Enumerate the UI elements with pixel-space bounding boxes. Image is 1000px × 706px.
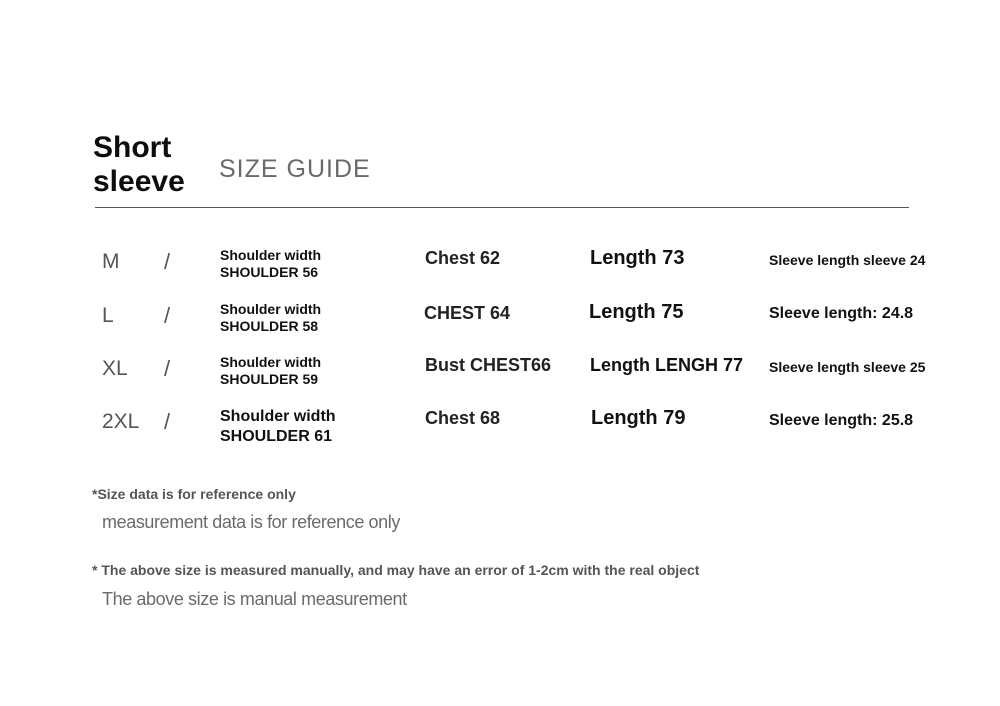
sleeve-measurement: Sleeve length sleeve 25 (769, 359, 926, 375)
sleeve-measurement: Sleeve length: 25.8 (769, 412, 914, 429)
measurement-note-heading: * The above size is measured manually, and may have an error of 1-2cm with the real object (92, 562, 700, 578)
shoulder-measurement (220, 301, 321, 335)
separator-slash: / (164, 249, 171, 274)
title-line-1: Short (93, 131, 172, 164)
shoulder-label: Shoulder width (220, 354, 322, 370)
chest-measurement: Chest 62 (425, 248, 501, 268)
shoulder-measurement (220, 247, 321, 281)
size-label: XL (102, 357, 128, 380)
separator-slash: / (164, 356, 171, 381)
measurement-note-detail: The above size is manual measurement (102, 589, 407, 609)
chest-measurement: Bust CHEST66 (425, 355, 552, 375)
length-measurement: Length LENGH 77 (590, 355, 744, 375)
shoulder-measurement (220, 407, 336, 447)
chest-measurement: CHEST 64 (424, 303, 511, 323)
shoulder-label: Shoulder width (220, 408, 336, 425)
shoulder-value: SHOULDER 61 (220, 428, 333, 445)
shoulder-measurement (220, 354, 321, 388)
size-label: 2XL (102, 410, 140, 433)
size-guide-subtitle: SIZE GUIDE (219, 155, 371, 183)
size-label: L (102, 304, 114, 327)
shoulder-label: Shoulder width (220, 301, 322, 317)
shoulder-value: SHOULDER 56 (220, 264, 319, 280)
sleeve-measurement: Sleeve length: 24.8 (769, 305, 914, 322)
reference-note-heading: *Size data is for reference only (92, 486, 296, 502)
separator-slash: / (164, 303, 171, 328)
size-row-xl (0, 354, 1000, 398)
length-measurement: Length 79 (591, 407, 686, 429)
reference-note-detail: measurement data is for reference only (102, 512, 400, 532)
chest-measurement: Chest 68 (425, 408, 501, 428)
separator-slash: / (164, 409, 171, 434)
shoulder-value: SHOULDER 59 (220, 371, 319, 387)
size-row-2xl (0, 407, 1000, 451)
size-row-l (0, 301, 1000, 345)
sleeve-measurement: Sleeve length sleeve 24 (769, 252, 926, 268)
length-measurement: Length 73 (590, 247, 685, 269)
size-row-m (0, 247, 1000, 291)
shoulder-value: SHOULDER 58 (220, 318, 319, 334)
page-title (93, 131, 185, 199)
header-divider (95, 207, 909, 208)
title-line-2: sleeve (93, 165, 185, 198)
shoulder-label: Shoulder width (220, 247, 322, 263)
size-label: M (102, 250, 120, 273)
length-measurement: Length 75 (589, 301, 684, 323)
